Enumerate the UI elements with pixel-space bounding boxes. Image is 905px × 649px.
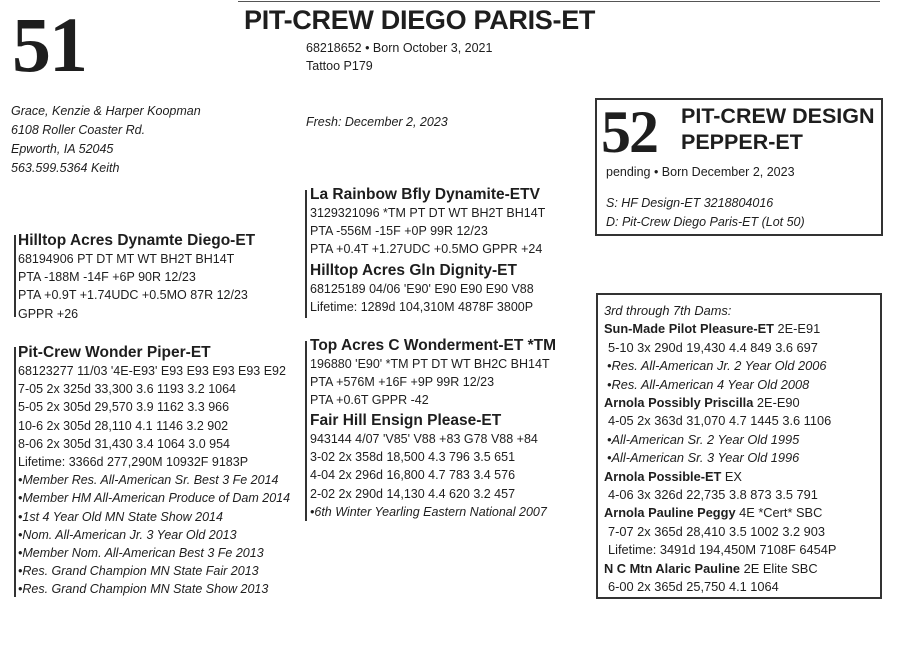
- dam-dam-block: [310, 411, 547, 521]
- dam-line: 8-06 2x 305d 31,430 3.4 1064 3.0 954: [18, 436, 230, 451]
- consignor-line: 563.599.5364 Keith: [11, 161, 120, 175]
- sire-dam-block: [310, 261, 534, 316]
- dam-entry-line: 6-00 2x 365d 25,750 4.1 1064: [608, 579, 779, 595]
- sire-dam-name: Hilltop Acres Gln Dignity-ET: [310, 262, 517, 279]
- dam-entry-title: Arnola Possible-ET: [604, 468, 722, 484]
- sire-sire-block: [310, 185, 545, 259]
- dam-entry-title: Arnola Pauline Peggy: [604, 505, 736, 521]
- consignor-line: Grace, Kenzie & Harper Koopman: [11, 104, 201, 118]
- consignor-line: Epworth, IA 52045: [11, 142, 114, 156]
- dam-dam-line: 4-04 2x 296d 16,800 4.7 783 3.4 576: [310, 468, 516, 483]
- dam-honor: •1st 4 Year Old MN State Show 2014: [18, 509, 223, 524]
- sire-sire-line: 3129321096 *TM PT DT WT BH2T BH14T: [310, 206, 546, 220]
- pedigree-bracket: [14, 347, 16, 597]
- dam-entry-title: Sun-Made Pilot Pleasure-ET: [604, 321, 774, 337]
- sire-line: PTA -188M -14F +6P 90R 12/23: [18, 270, 196, 285]
- dam-line: 10-6 2x 305d 28,110 4.1 1146 3.2 902: [18, 418, 229, 433]
- dam-dam-line: 943144 4/07 'V85' V88 +83 G78 V88 +84: [310, 432, 538, 446]
- dam-honor: •Member Res. All-American Sr. Best 3 Fe 2014: [18, 473, 279, 488]
- sire-sire-line: PTA -556M -15F +0P 99R 12/23: [310, 224, 488, 239]
- dam-entry-honor: •All-American Sr. 2 Year Old 1995: [607, 431, 800, 447]
- dam-honor: •Member Nom. All-American Best 3 Fe 2013: [18, 546, 264, 561]
- consignor-block: [11, 102, 201, 178]
- dam-dam-line: 2-02 2x 290d 14,130 4.4 620 3.2 457: [310, 486, 516, 501]
- dam-entry-line: 4-06 3x 326d 22,735 3.8 873 3.5 791: [608, 487, 818, 503]
- dams-heading: 3rd through 7th Dams:: [604, 303, 732, 318]
- dam-entry-honor: •Res. All-American Jr. 2 Year Old 2006: [607, 358, 827, 374]
- pedigree-bracket: [305, 190, 307, 318]
- sire-dam-line: Lifetime: 1289d 104,310M 4878F 3800P: [310, 300, 534, 315]
- dam-entry-score: 2E-E90: [753, 395, 800, 411]
- lot-52-sire: S: HF Design-ET 3218804016: [606, 196, 774, 210]
- dam-name: Pit-Crew Wonder Piper-ET: [18, 344, 211, 361]
- dam-dam-name: Fair Hill Ensign Please-ET: [310, 412, 502, 429]
- dam-sire-block: [310, 336, 556, 410]
- dam-entry-name: [604, 560, 880, 578]
- sire-line: PTA +0.9T +1.74UDC +0.5MO 87R 12/23: [18, 288, 248, 303]
- dam-entry-title: Arnola Possibly Priscilla: [604, 395, 754, 411]
- lot-52-number: 52: [601, 99, 657, 165]
- animal-name: PIT-CREW DIEGO PARIS-ET: [244, 5, 596, 35]
- lot-52-box: [595, 98, 883, 236]
- dam-entry-line: 4-05 2x 363d 31,070 4.7 1445 3.6 1106: [608, 413, 832, 429]
- sire-name: Hilltop Acres Dynamte Diego-ET: [18, 232, 256, 249]
- sire-line: 68194906 PT DT MT WT BH2T BH14T: [18, 252, 235, 266]
- sire-sire-line: PTA +0.4T +1.27UDC +0.5MO GPPR +24: [310, 242, 543, 257]
- dam-entry-honor: •Res. All-American 4 Year Old 2008: [607, 376, 810, 392]
- pedigree-bracket: [14, 235, 16, 317]
- top-rule: [238, 1, 880, 2]
- dam-entry-score: 2E-E91: [773, 321, 821, 337]
- lot-52-name-line2: PEPPER-ET: [681, 130, 803, 154]
- lot-52-registration: pending • Born December 2, 2023: [606, 165, 795, 179]
- fresh-date: Fresh: December 2, 2023: [306, 115, 448, 129]
- sire-sire-name: La Rainbow Bfly Dynamite-ETV: [310, 186, 540, 203]
- sire-block: [18, 231, 255, 323]
- dam-entry-score: 2E Elite SBC: [740, 560, 818, 576]
- dam-entry-title: N C Mtn Alaric Pauline: [604, 560, 741, 576]
- dam-honor: •Res. Grand Champion MN State Fair 2013: [18, 564, 259, 579]
- dam-sire-line: PTA +576M +16F +9P 99R 12/23: [310, 375, 495, 390]
- tattoo: Tattoo P179: [306, 59, 373, 73]
- pedigree-bracket: [305, 341, 307, 521]
- dam-line: 7-05 2x 325d 33,300 3.6 1193 3.2 1064: [18, 382, 237, 397]
- dam-entry-name: [604, 320, 880, 338]
- dam-honor: •Nom. All-American Jr. 3 Year Old 2013: [18, 527, 237, 542]
- sire-dam-line: 68125189 04/06 'E90' E90 E90 E90 V88: [310, 282, 534, 296]
- dam-entry-score: EX: [721, 468, 742, 484]
- lot-number: 51: [12, 1, 86, 88]
- dam-honor: •Member HM All-American Produce of Dam 2014: [18, 491, 291, 506]
- dam-line: 5-05 2x 305d 29,570 3.9 1162 3.3 966: [18, 400, 230, 415]
- consignor-line: 6108 Roller Coaster Rd.: [11, 123, 146, 137]
- dam-entry-name: [604, 504, 880, 522]
- sire-line: GPPR +26: [18, 306, 79, 321]
- lot-52-dam: D: Pit-Crew Diego Paris-ET (Lot 50): [606, 215, 805, 229]
- dam-entry-name: [604, 468, 880, 486]
- dam-sire-name: Top Acres C Wonderment-ET *TM: [310, 337, 557, 354]
- dam-line: 68123277 11/03 '4E-E93' E93 E93 E93 E93 E92: [18, 364, 286, 378]
- dam-dam-honor: •6th Winter Yearling Eastern National 2007: [310, 504, 547, 519]
- dam-entry-line: Lifetime: 3491d 194,450M 7108F 6454P: [608, 542, 837, 558]
- dams-box: [596, 293, 882, 599]
- dam-honor: •Res. Grand Champion MN State Show 2013: [18, 582, 269, 597]
- registration-line: 68218652 • Born October 3, 2021: [306, 41, 493, 55]
- lot-52-name-line1: PIT-CREW DESIGN: [681, 104, 875, 128]
- dam-entry-name: [604, 394, 880, 412]
- dam-entry-line: 5-10 3x 290d 19,430 4.4 849 3.6 697: [608, 339, 818, 355]
- dam-sire-line: 196880 'E90' *TM PT DT WT BH2C BH14T: [310, 357, 550, 371]
- dam-block: [18, 343, 290, 599]
- dam-dam-line: 3-02 2x 358d 18,500 4.3 796 3.5 651: [310, 450, 516, 465]
- dam-entry-score: 4E *Cert* SBC: [735, 505, 823, 521]
- dam-entry-line: 7-07 2x 365d 28,410 3.5 1002 3.2 903: [608, 523, 826, 539]
- dam-sire-line: PTA +0.6T GPPR -42: [310, 393, 429, 408]
- dam-entry-honor: •All-American Sr. 3 Year Old 1996: [607, 450, 800, 466]
- dam-line: Lifetime: 3366d 277,290M 10932F 9183P: [18, 455, 249, 470]
